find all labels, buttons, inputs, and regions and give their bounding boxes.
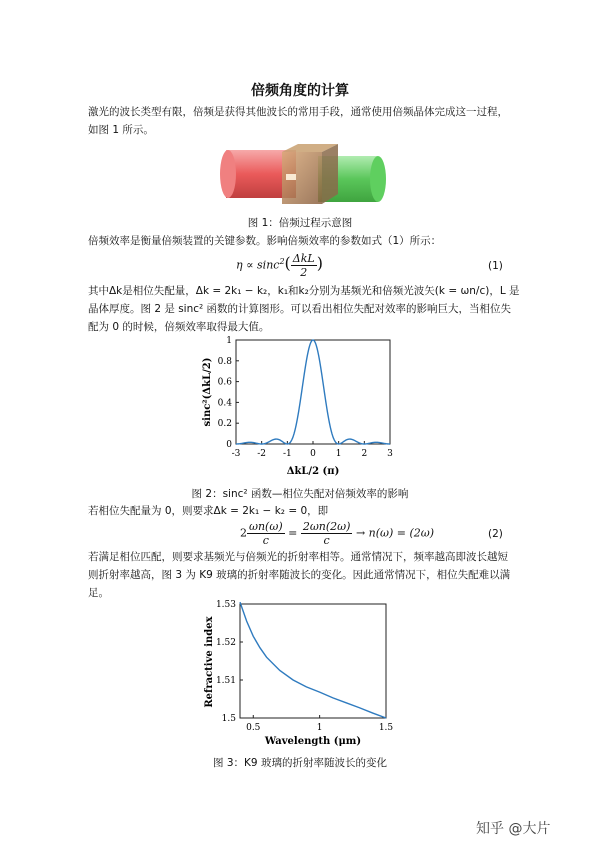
eq2-denominator-2: c bbox=[323, 534, 330, 547]
chart1-xtick-label: -2 bbox=[257, 449, 267, 459]
efficiency-line: 倍频效率是衡量倍频装置的关键参数。影响倍频效率的参数如式（1）所示： bbox=[88, 235, 442, 247]
index-paragraph bbox=[88, 548, 513, 602]
chart2-ytick-label: 1.51 bbox=[215, 676, 236, 686]
equation-2 bbox=[240, 520, 434, 547]
eq1-sup: 2 bbox=[279, 256, 285, 266]
chart1-ytick-label: 0.2 bbox=[217, 419, 232, 430]
chart2-index-curve bbox=[240, 602, 386, 718]
index-line-3: 足。 bbox=[88, 587, 109, 599]
green-beam-end bbox=[370, 156, 386, 202]
figure-1-caption: 图 1：倍频过程示意图 bbox=[247, 217, 353, 229]
chart1-xtick-label: -3 bbox=[231, 449, 241, 459]
eq2-numerator-2: 2ωn(2ω) bbox=[302, 520, 351, 533]
eq1-denominator: 2 bbox=[300, 266, 308, 279]
chart2-xlabel: Wavelength (μm) bbox=[264, 736, 362, 747]
chart1-xtick-label: 1 bbox=[335, 449, 342, 459]
eq2-coef: 2 bbox=[240, 526, 247, 540]
chart2-xtick-label: 1 bbox=[316, 723, 323, 733]
chart1-frame bbox=[236, 340, 390, 444]
eq2-denominator-1: c bbox=[262, 534, 269, 547]
mismatch-paragraph bbox=[88, 282, 520, 336]
condition-paragraph bbox=[88, 502, 513, 520]
eq1-numerator: ΔkL bbox=[292, 252, 315, 265]
chart1-xtick-label: 2 bbox=[361, 449, 368, 459]
chart1-ytick-label: 1 bbox=[226, 336, 232, 346]
eq2-numerator-1: ωn(ω) bbox=[249, 520, 283, 533]
mismatch-line-1: 其中Δk是相位失配量，Δk = 2k₁ − k₂，k₁和k₂分别为基频光和倍频光波矢(k = ωn/c)，L 是 bbox=[88, 285, 520, 297]
figure-2-caption: 图 2：sinc² 函数—相位失配对倍频效率的影响 bbox=[191, 488, 409, 500]
mismatch-line-3: 配为 0 的时候，倍频效率取得最大值。 bbox=[88, 321, 270, 333]
equation-1: η ∝ sinc$^2$( $\frac{\text{ΔkL}}{2}$ ) bbox=[236, 252, 323, 279]
equation-1-number: (1) bbox=[488, 260, 503, 272]
chart1-xtick-label: 0 bbox=[310, 449, 316, 459]
figure-3-caption: 图 3：K9 玻璃的折射率随波长的变化 bbox=[213, 757, 387, 769]
intro-line-1: 激光的波长类型有限，倍频是获得其他波长的常用手段，通常使用倍频晶体完成这一过程， bbox=[88, 106, 508, 118]
eq2-rhs: → n(ω) = (2ω) bbox=[355, 526, 435, 540]
chart1-ylabel: sinc²(ΔkL/2) bbox=[202, 357, 213, 427]
red-beam-end bbox=[220, 150, 236, 198]
crystal-side bbox=[322, 144, 338, 204]
mismatch-line-2: 晶体厚度。图 2 是 sinc² 函数的计算图形。可以看出相位失配对效率的影响巨大，当相位失 bbox=[88, 303, 512, 315]
chart2-ytick-label: 1.53 bbox=[215, 600, 236, 610]
figure-2-sinc2-chart bbox=[196, 334, 406, 480]
page-title: 倍频角度的计算 bbox=[251, 83, 349, 99]
chart2-xtick-label: 1.5 bbox=[378, 723, 394, 733]
chart1-xtick-label: 3 bbox=[387, 449, 393, 459]
chart2-frame bbox=[240, 604, 386, 718]
chart1-ytick-label: 0.6 bbox=[217, 377, 232, 388]
index-line-1: 若满足相位匹配，则要求基频光与倍频光的折射率相等。通常情况下，频率越高即波长越短 bbox=[88, 551, 508, 563]
chart1-xlabel: ΔkL/2 (π) bbox=[286, 466, 340, 477]
crystal-highlight bbox=[286, 174, 296, 180]
index-line-2: 则折射率越高，图 3 为 K9 玻璃的折射率随波长的变化。因此通常情况下，相位失配难以满 bbox=[88, 569, 511, 581]
intro-line-2: 如图 1 所示。 bbox=[88, 124, 154, 136]
chart2-ylabel: Refractive index bbox=[204, 616, 215, 708]
zhihu-watermark: 知乎 @大片 bbox=[476, 821, 551, 837]
chart2-ytick-label: 1.52 bbox=[215, 638, 236, 648]
chart1-xtick-label: -1 bbox=[282, 449, 292, 459]
chart2-ytick-label: 1.5 bbox=[221, 714, 236, 724]
equation-2-number: (2) bbox=[488, 528, 503, 540]
chart1-sinc2-curve bbox=[236, 340, 390, 444]
chart2-xtick-label: 0.5 bbox=[246, 723, 261, 733]
efficiency-paragraph bbox=[88, 232, 513, 250]
intro-paragraph bbox=[88, 103, 513, 139]
chart1-ytick-label: 0.8 bbox=[217, 356, 232, 367]
eq1-lhs: η ∝ sinc bbox=[236, 258, 280, 272]
condition-line: 若相位失配量为 0，则要求Δk = 2k₁ − k₂ = 0，即 bbox=[88, 505, 329, 517]
figure-3-refractive-index-chart bbox=[200, 596, 400, 748]
chart1-ytick-label: 0.4 bbox=[217, 398, 232, 409]
chart1-ytick-label: 0 bbox=[226, 440, 232, 450]
eq2-equals: = bbox=[288, 526, 298, 540]
figure-1-illustration bbox=[220, 142, 390, 214]
